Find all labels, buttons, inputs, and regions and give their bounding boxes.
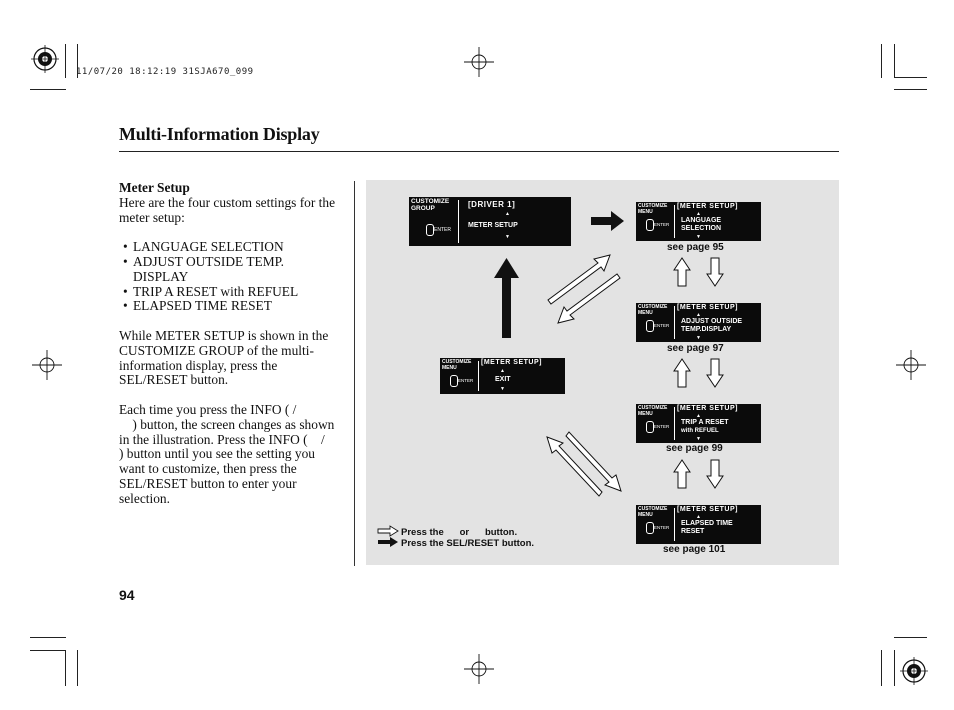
- down-arrow-icon: ▼: [500, 386, 505, 392]
- screen-group-label: CUSTOMIZE MENU: [442, 359, 472, 371]
- screen-header: [METER SETUP]: [677, 506, 738, 513]
- crop-mark: [77, 650, 78, 686]
- crosshair-icon: [896, 350, 926, 380]
- up-arrow-icon: ▲: [696, 312, 701, 318]
- solid-up-arrow-icon: [494, 258, 519, 338]
- up-arrow-icon: ▲: [696, 413, 701, 419]
- flow-arrows: [366, 180, 839, 565]
- screen-header: [METER SETUP]: [677, 405, 738, 412]
- paragraph-2-rest: ) button, the screen changes as shown in the illustration. Press the INFO ( / ) button until you see the setting you want to customize, then press the SEL/RESET button to enter your selection.: [119, 416, 339, 506]
- registration-target-icon: [30, 44, 60, 74]
- list-item: • ADJUST OUTSIDE TEMP. DISPLAY: [119, 255, 339, 285]
- crop-mark: [30, 637, 66, 638]
- crop-mark: [894, 89, 927, 90]
- enter-label: ENTER: [654, 323, 670, 328]
- screen-group-label: CUSTOMIZE GROUP: [411, 198, 450, 212]
- legend-outline-text: Press the or button.: [401, 527, 518, 538]
- see-page-ref: see page 97: [667, 343, 724, 354]
- screen-header: [METER SETUP]: [677, 304, 738, 311]
- screen-header: [METER SETUP]: [481, 359, 542, 366]
- screen-group-label: CUSTOMIZE MENU: [638, 304, 668, 316]
- outline-up-down-arrows: [674, 258, 723, 488]
- see-page-ref: see page 101: [663, 544, 726, 555]
- screen-item: EXIT: [495, 376, 511, 383]
- outline-diagonal-arrow-icon: [566, 432, 621, 491]
- screen-item-line1: ELAPSED TIME: [681, 520, 733, 527]
- page-title: Multi-Information Display: [119, 124, 320, 144]
- left-column: [119, 181, 339, 507]
- section-heading: Meter Setup: [119, 180, 190, 195]
- screen-item-line2: RESET: [681, 528, 705, 535]
- screen-group-label: CUSTOMIZE MENU: [638, 405, 668, 417]
- column-divider: [354, 181, 355, 566]
- screen-group-label: CUSTOMIZE MENU: [638, 203, 668, 215]
- paragraph-2-line1: Each time you press the INFO ( /: [119, 401, 297, 417]
- legend-outline-arrow-icon: [378, 526, 398, 536]
- screen-item-line1: LANGUAGE: [681, 217, 722, 224]
- title-rule: [119, 151, 839, 152]
- see-page-ref: see page 95: [667, 242, 724, 253]
- enter-label: ENTER: [654, 222, 670, 227]
- enter-label: ENTER: [458, 378, 474, 383]
- outline-diagonal-arrow-icon: [548, 255, 610, 304]
- crop-mark: [894, 650, 895, 686]
- page-number: 94: [119, 587, 135, 603]
- up-arrow-icon: ▲: [696, 211, 701, 217]
- screen-item-line2: TEMP.DISPLAY: [681, 326, 732, 333]
- enter-label: ENTER: [654, 525, 670, 530]
- crop-mark: [881, 650, 882, 686]
- see-page-ref: see page 99: [666, 443, 723, 454]
- paragraph-1: While METER SETUP is shown in the CUSTOMIZE GROUP of the multi-information display, press the SEL/RESET button.: [119, 327, 329, 388]
- screen-header: [METER SETUP]: [677, 203, 738, 210]
- list-item: • ELAPSED TIME RESET: [119, 299, 339, 314]
- crop-mark: [65, 650, 66, 686]
- screen-item-line2: with REFUEL: [681, 428, 719, 434]
- print-stamp: 11/07/20 18:12:19 31SJA670_099: [76, 67, 254, 77]
- down-arrow-icon: ▼: [696, 234, 701, 240]
- legend-solid-arrow-icon: [378, 537, 398, 547]
- solid-right-arrow-icon: [591, 211, 624, 231]
- crosshair-icon: [32, 350, 62, 380]
- enter-label: ENTER: [434, 227, 451, 233]
- crop-mark: [894, 44, 895, 78]
- down-arrow-icon: ▼: [696, 335, 701, 341]
- outline-diagonal-arrow-icon: [558, 274, 620, 323]
- down-arrow-icon: ▼: [505, 234, 510, 240]
- crop-mark: [65, 44, 66, 78]
- crop-mark: [30, 89, 66, 90]
- down-arrow-icon: ▼: [696, 436, 701, 442]
- crop-mark: [881, 44, 882, 78]
- screen-item: METER SETUP: [468, 222, 518, 229]
- legend-solid-text: Press the SEL/RESET button.: [401, 538, 535, 549]
- screen-header: [DRIVER 1]: [468, 200, 516, 209]
- list-item: • TRIP A RESET with REFUEL: [119, 285, 339, 300]
- crosshair-icon: [464, 47, 494, 77]
- registration-target-icon: [899, 656, 929, 686]
- up-arrow-icon: ▲: [505, 211, 510, 217]
- crosshair-icon: [464, 654, 494, 684]
- crop-mark: [894, 637, 927, 638]
- up-arrow-icon: ▲: [696, 514, 701, 520]
- up-arrow-icon: ▲: [500, 368, 505, 374]
- list-item: • LANGUAGE SELECTION: [119, 240, 339, 255]
- screen-item-line2: SELECTION: [681, 225, 722, 232]
- screen-group-label: CUSTOMIZE MENU: [638, 506, 668, 518]
- outline-diagonal-arrow-icon: [547, 437, 602, 496]
- screen-item-line1: ADJUST OUTSIDE: [681, 318, 743, 325]
- screen-item-line1: TRIP A RESET: [681, 419, 729, 426]
- enter-label: ENTER: [654, 424, 670, 429]
- crop-mark: [894, 77, 927, 78]
- crop-mark: [30, 650, 66, 651]
- intro-text: Here are the four custom settings for the meter setup:: [119, 194, 336, 225]
- settings-list: [119, 240, 339, 314]
